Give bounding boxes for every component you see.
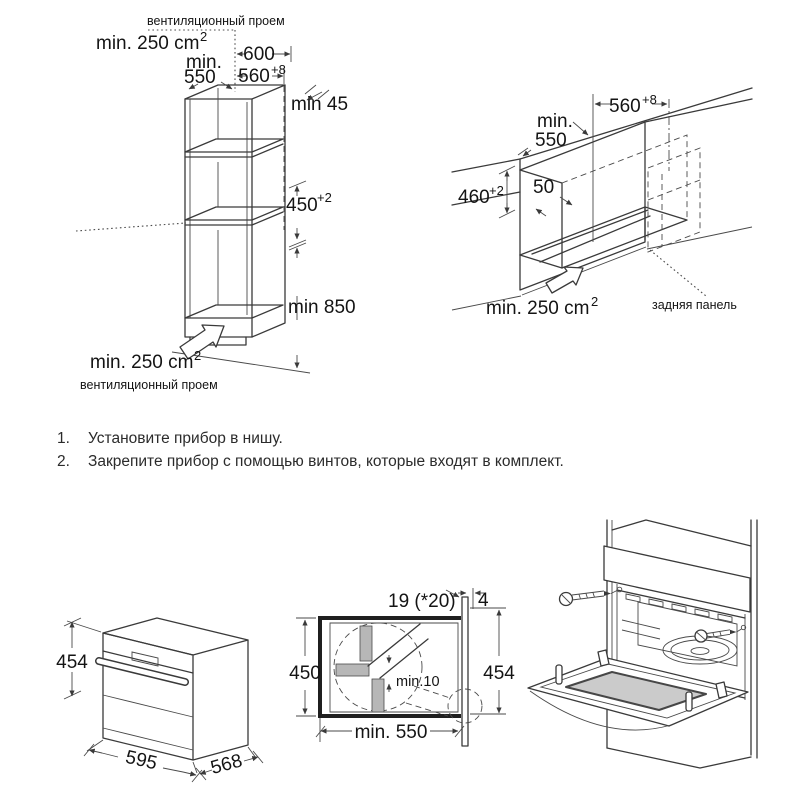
dim-850 [288,243,356,368]
dim-454-section [470,608,515,714]
dim-450-sup: +2 [317,190,332,205]
dim-560 [237,62,286,87]
installation-steps [57,427,757,473]
dim-min45 [291,85,348,115]
dim-454-label: 454 [56,652,88,673]
dim-50 [533,177,572,216]
dim-450-section [289,618,321,716]
dim-600-label: 600 [243,44,275,65]
back-panel-label: задняя панель [652,298,737,312]
step-number: 2. [57,453,70,470]
dim-450-label: 450 [289,663,321,684]
dim-560-sup: +8 [642,92,657,107]
dim-min45-label: min 45 [291,94,349,115]
oven-dimensions-diagram [56,618,263,782]
dim-460 [458,166,515,218]
dim-450 [286,181,332,247]
dim-550-label: 550 [535,130,567,151]
dim-550-label: min. 550 [354,722,428,743]
vent-bottom-label: вентиляционный проем [80,378,218,392]
open-door [528,650,748,730]
step-number: 1. [57,430,70,447]
screw-left-icon [560,587,622,605]
tall-cabinet-diagram [76,14,356,392]
area-top-label: min. 250 cm [96,33,200,54]
dim-560-right [593,92,669,171]
area-label: min. 250 cm [486,298,590,319]
door-pin-left [556,665,562,684]
vent-top-label: вентиляционный проем [147,14,285,28]
vent-leader-shelf [76,223,186,231]
dim-550 [184,52,232,89]
dim-568 [196,747,263,780]
dim-4-label: 4 [478,590,489,611]
dim-595 [84,740,202,782]
door-pin-right [686,692,692,711]
dim-560-label: 560 [238,66,270,87]
niche-outline [452,88,752,310]
dim-454-left [56,618,101,699]
dim-550-label: 550 [184,67,216,88]
step-item-1 [57,427,757,450]
dim-560-label: 560 [609,96,641,117]
oven-outline [99,618,248,760]
front-frame-bar [462,597,468,746]
step-item-2 [57,450,757,473]
vent-detail [334,623,482,723]
tall-cabinet-outline [172,85,310,373]
dim-min10-label: min.10 [396,674,440,690]
dim-454-label: 454 [483,663,515,684]
installed-oven-diagram [528,520,757,768]
dim-550-right [518,111,588,156]
cross-section-diagram [289,588,515,746]
dim-568-label: 568 [208,750,245,779]
dim-550-min-label: min. [186,52,222,73]
dim-19-label: 19 (*20) [388,591,456,612]
dim-460-label: 460 [458,187,490,208]
upper-panel [604,546,750,612]
dim-560-sup: +8 [271,62,286,77]
screw-right-icon [695,625,746,642]
dim-460-sup: +2 [489,183,504,198]
dim-595-label: 595 [123,746,160,775]
area-bottom-sup: 2 [194,348,202,363]
dim-450-label: 450 [286,195,318,216]
dim-50-label: 50 [533,177,555,198]
area-bottom-label: min. 250 cm [90,352,194,373]
dim-550-section [316,718,464,743]
area-top-sup: 2 [200,29,208,44]
step-text: Установите прибор в нишу. [88,430,283,447]
back-panel-leader [650,250,706,296]
niche-diagram [452,88,752,319]
dim-850-label: min 850 [288,297,356,318]
dim-550-min-label: min. [537,111,573,132]
back-panel-dashed [648,148,700,252]
area-sup: 2 [591,294,599,309]
step-text: Закрепите прибор с помощью винтов, которые входят в комплект. [88,453,564,470]
airflow-arrow-icon [546,267,583,293]
